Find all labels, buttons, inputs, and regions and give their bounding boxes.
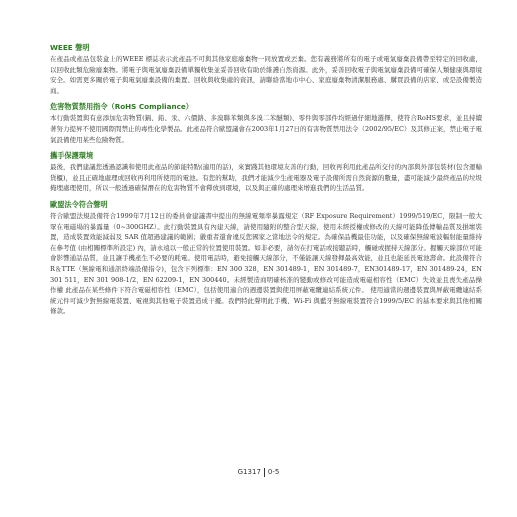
eu-compliance-heading: 歐盟法令符合聲明 <box>50 199 108 209</box>
environment-heading: 攜手保護環境 <box>50 151 94 161</box>
weee-section <box>50 43 482 96</box>
eu-compliance-paragraph: 符合歐盟法規設備符合1999年7月12日的委員會建議書中提出的無線電頻率暴露規定（RF Exposure Requirement）1999/519/EC，限制一般大眾在電磁場的暴露量（0~300GHZ）。此行動裝置具有內建天線，請使用隨附的整合型天線，使用未經授權或修改的天線可能降低傳輸品質及損壞裝置，造成裝置效能減弱及 SAR 值超過建議的範圍；嚴重者還會違反您國家之當地法令的規定。為確保品機最佳功能，以及確保無線電波輻射能量維持在參考值 (由相關標準所設定) 內，請永遠以一般正常的位置使用裝置。如非必要，請勿在打電話或接聽話時，觸碰或握持天線部分。握觸天線部位可能會影響通話品質，並且讓手機產生不必要的耗電。使用電話時，避免接觸天線部分，不僅能讓天線發揮最高效能，並且也能延長電池壽命。此設備符合R＆TTE（無線電和通訊終端設備指令)，包含下列標準：EN 300 328，EN 301489-1，EN 301489-7，EN301489-17，EN 301489-24，EN 301 511，EN 301 908-1/2，EN 62209-1，EN 300440。未經製造商明確核准的變動或修改可能造成電磁相容性（EMC）失效並且喪失產品操作權 此產品在某些條件下符合電磁相容性（EMC），包括使用適合的週邊裝置與使用屏蔽電纜連結系統元件。 使用適當的週邊裝置與屏蔽電纜連結系統元件可減少對無線電裝置、電視與其他電子裝置造成干擾。我們特此聲明此手機、Wi-Fi 與藍牙無線電裝置符合1999/5/EC 的基本要求與其他相關條款。 <box>50 211 482 316</box>
eu-compliance-section <box>50 200 482 317</box>
document-body <box>50 43 482 323</box>
weee-paragraph: 在產品或產品包裝盒上的WEEE 標誌表示此產品不可與其他家庭廢棄物一同放置或丟棄。您有義務將所有的電子或電氣廢棄設備帶至特定的回收處，以回收此類危險廢棄物。將電子與電氣廢棄設備單獨收集並妥善回收有助於維護自然資源。此外，妥善回收電子與電氣廢棄設備可確保人類健康與環境安全。如需更多關於電子與電氣廢棄設備的棄置、回收與收集處的資訊，請聯絡當地市中心、家庭廢棄物清潔服務處、購買設備的店家、或是設備製造商。 <box>50 55 482 95</box>
rohs-heading: 危害物質禁用指令（RoHS Compliance） <box>50 102 193 112</box>
environment-section <box>50 151 482 194</box>
weee-heading: WEEE 聲明 <box>50 43 90 52</box>
footer-page-number: 0-5 <box>267 468 280 476</box>
footer-model-number: G1317 <box>237 468 261 476</box>
rohs-section <box>50 102 482 145</box>
rohs-paragraph: 本行動裝置與有意添加危害物質(鎘、鉛、汞、六價鉻、多溴聯苯類與多溴二苯醚類)、零件與零部件均經過仔細地選擇，使符合RoHS要求，並且持續著努力提昇不使用國際間禁止的毒性化學製品。此產品符合歐盟議會在2003年1月27日的有害物質禁用法令（2002/95/EC）及其修正案，禁止電子電氣設備使用某些危險物質。 <box>50 114 482 144</box>
page-footer <box>0 467 517 477</box>
footer-separator <box>264 468 265 477</box>
environment-paragraph: 最後，我們建議您透過認識和使用此產品的節能特點(適用的話)，來實踐其他環境友善的行動，回收再利用此產品所交付的內部與外部包裝材(包含運輸貨櫃)，並且正確地處理或回收再利用所使用的電池。有您的幫助，我們才能減少生產電器及電子設備所需自然資源的數量，盡可能減少最終產品的垃圾掩埋處理使用，所以一般透過確保潛在的危害物質不會釋放到環境，以及與正確的處理來增進我們的生活品質。 <box>50 163 482 193</box>
